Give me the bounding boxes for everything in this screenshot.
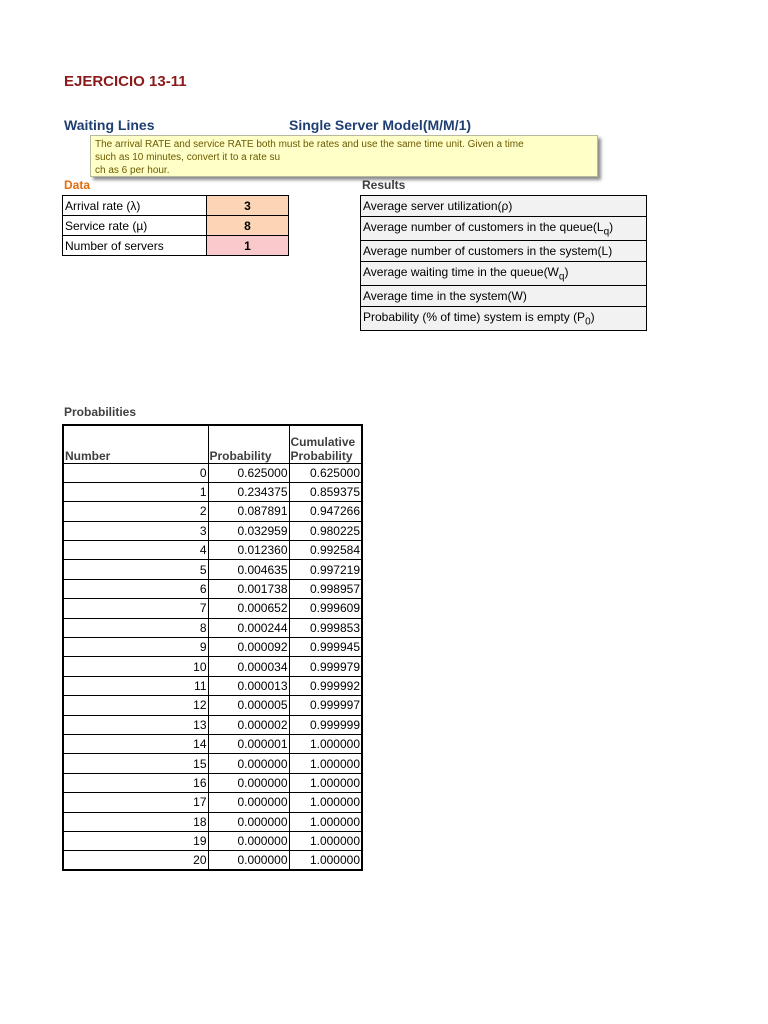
results-label: Results	[362, 178, 406, 192]
cell-number[interactable]: 14	[63, 734, 208, 753]
probabilities-table	[62, 424, 363, 871]
cell-number[interactable]: 17	[63, 793, 208, 812]
cell-probability[interactable]: 0.000013	[208, 676, 289, 695]
cell-probability[interactable]: 0.000244	[208, 618, 289, 637]
cell-probability[interactable]: 0.087891	[208, 502, 289, 521]
cell-number[interactable]: 2	[63, 502, 208, 521]
cell-number[interactable]: 4	[63, 541, 208, 560]
table-row	[63, 715, 362, 734]
model-title: Single Server Model(M/M/1)	[289, 117, 472, 133]
result-p0[interactable]: Probability (% of time) system is empty $(P_0)$	[361, 307, 647, 331]
cell-number[interactable]: 0	[63, 463, 208, 482]
cell-probability[interactable]: 0.000034	[208, 657, 289, 676]
table-row	[63, 754, 362, 773]
data-row	[63, 196, 289, 216]
comment-line: The arrival RATE and service RATE both must be rates and use the same time unit. Given a time	[95, 139, 524, 150]
cell-probability[interactable]: 0.000000	[208, 773, 289, 792]
cell-cumulative[interactable]: 0.999979	[289, 657, 362, 676]
table-header-row	[63, 425, 362, 463]
cell-number[interactable]: 18	[63, 812, 208, 831]
cell-cumulative[interactable]: 0.999999	[289, 715, 362, 734]
cell-cumulative[interactable]: 1.000000	[289, 734, 362, 753]
cell-cumulative[interactable]: 0.997219	[289, 560, 362, 579]
data-table	[62, 195, 289, 256]
cell-cumulative[interactable]: 0.625000	[289, 463, 362, 482]
cell-probability[interactable]: 0.625000	[208, 463, 289, 482]
cell-number[interactable]: 7	[63, 599, 208, 618]
data-label: Data	[64, 178, 91, 192]
cell-probability[interactable]: 0.000652	[208, 599, 289, 618]
cell-probability[interactable]: 0.234375	[208, 482, 289, 501]
table-row	[63, 831, 362, 850]
number-of-servers-input[interactable]: 1	[207, 236, 289, 256]
table-row	[63, 851, 362, 870]
probabilities-title: Probabilities	[64, 405, 137, 419]
arrival-rate-label: Arrival rate (λ)	[63, 196, 207, 216]
table-row	[63, 541, 362, 560]
cell-cumulative[interactable]: 1.000000	[289, 754, 362, 773]
cell-probability[interactable]: 0.000002	[208, 715, 289, 734]
cell-probability[interactable]: 0.000092	[208, 638, 289, 657]
cell-probability[interactable]: 0.012360	[208, 541, 289, 560]
cell-cumulative[interactable]: 0.999997	[289, 696, 362, 715]
cell-number[interactable]: 15	[63, 754, 208, 773]
cell-number[interactable]: 19	[63, 831, 208, 850]
arrival-rate-input[interactable]: 3	[207, 196, 289, 216]
cell-number[interactable]: 9	[63, 638, 208, 657]
table-row	[63, 812, 362, 831]
cell-cumulative[interactable]: 0.859375	[289, 482, 362, 501]
result-lq[interactable]: Average number of customers in the $queue(L_q)$	[361, 217, 647, 241]
table-row	[63, 793, 362, 812]
table-row	[63, 579, 362, 598]
header-cumulative: Cumulative Probability	[289, 425, 362, 463]
cell-cumulative[interactable]: 0.999992	[289, 676, 362, 695]
cell-number[interactable]: 8	[63, 618, 208, 637]
cell-probability[interactable]: 0.032959	[208, 521, 289, 540]
table-row	[63, 599, 362, 618]
table-row	[63, 734, 362, 753]
cell-probability[interactable]: 0.000000	[208, 831, 289, 850]
cell-cumulative[interactable]: 1.000000	[289, 851, 362, 870]
cell-cumulative[interactable]: 0.999609	[289, 599, 362, 618]
cell-number[interactable]: 20	[63, 851, 208, 870]
cell-cumulative[interactable]: 1.000000	[289, 773, 362, 792]
table-row	[63, 521, 362, 540]
cell-probability[interactable]: 0.000000	[208, 793, 289, 812]
cell-probability[interactable]: 0.000001	[208, 734, 289, 753]
cell-number[interactable]: 10	[63, 657, 208, 676]
cell-cumulative[interactable]: 0.980225	[289, 521, 362, 540]
table-row	[63, 773, 362, 792]
cell-number[interactable]: 3	[63, 521, 208, 540]
cell-number[interactable]: 1	[63, 482, 208, 501]
data-row	[63, 236, 289, 256]
table-row	[63, 560, 362, 579]
cell-comment-tooltip	[90, 135, 598, 177]
result-utilization[interactable]: Average server utilization(ρ)	[361, 196, 647, 217]
page-title: EJERCICIO 13-11	[64, 73, 187, 90]
result-l[interactable]: Average number of customers in the system(L)	[361, 241, 647, 262]
table-row	[63, 463, 362, 482]
results-table	[360, 195, 647, 331]
cell-number[interactable]: 5	[63, 560, 208, 579]
data-row	[63, 216, 289, 236]
header-probability: Probability	[208, 425, 289, 463]
cell-probability[interactable]: 0.000000	[208, 754, 289, 773]
service-rate-input[interactable]: 8	[207, 216, 289, 236]
cell-probability[interactable]: 0.000000	[208, 851, 289, 870]
cell-number[interactable]: 16	[63, 773, 208, 792]
table-row	[63, 638, 362, 657]
result-w[interactable]: Average time in the system(W)	[361, 286, 647, 307]
cell-probability[interactable]: 0.000000	[208, 812, 289, 831]
cell-cumulative[interactable]: 1.000000	[289, 793, 362, 812]
table-row	[63, 502, 362, 521]
cell-probability[interactable]: 0.004635	[208, 560, 289, 579]
cell-number[interactable]: 13	[63, 715, 208, 734]
table-row	[63, 482, 362, 501]
comment-line: ch as 6 per hour.	[95, 165, 170, 176]
cell-cumulative[interactable]: 1.000000	[289, 831, 362, 850]
cell-probability[interactable]: 0.000005	[208, 696, 289, 715]
service-rate-label: Service rate (µ)	[63, 216, 207, 236]
cell-cumulative[interactable]: 0.999945	[289, 638, 362, 657]
header-number: Number	[63, 425, 208, 463]
cell-cumulative[interactable]: 1.000000	[289, 812, 362, 831]
result-wq[interactable]: Average waiting time in the $queue(W_q)$	[361, 262, 647, 286]
cell-cumulative[interactable]: 0.998957	[289, 579, 362, 598]
table-row	[63, 696, 362, 715]
cell-number[interactable]: 11	[63, 676, 208, 695]
cell-number[interactable]: 6	[63, 579, 208, 598]
comment-line: such as 10 minutes, convert it to a rate su	[95, 152, 281, 163]
cell-number[interactable]: 12	[63, 696, 208, 715]
table-row	[63, 676, 362, 695]
table-row	[63, 618, 362, 637]
cell-cumulative[interactable]: 0.999853	[289, 618, 362, 637]
number-of-servers-label: Number of servers	[63, 236, 207, 256]
cell-cumulative[interactable]: 0.947266	[289, 502, 362, 521]
waiting-lines-heading: Waiting Lines	[64, 117, 155, 133]
cell-cumulative[interactable]: 0.992584	[289, 541, 362, 560]
cell-probability[interactable]: 0.001738	[208, 579, 289, 598]
table-row	[63, 657, 362, 676]
